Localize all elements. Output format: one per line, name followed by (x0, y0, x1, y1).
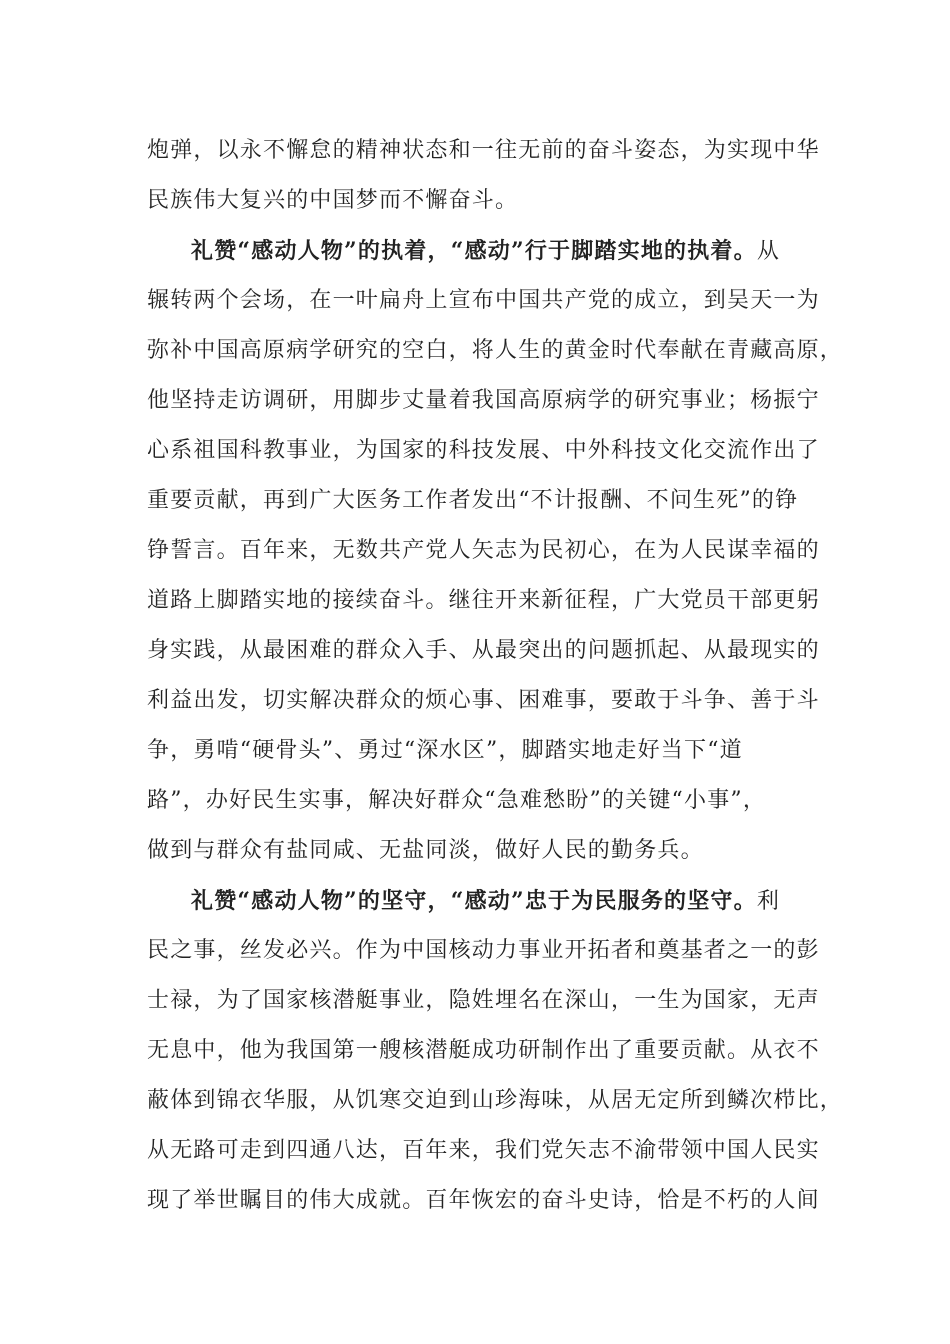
line-text: 民族伟大复兴的中国梦而不懈奋斗。 (147, 188, 519, 213)
line-text: 士禄，为了国家核潜艇事业，隐姓埋名在深山，一生为国家，无声 (147, 988, 820, 1013)
paragraph-lead-line (191, 886, 851, 916)
text-line (147, 286, 820, 316)
line-text: 他坚持走访调研，用脚步丈量着我国高原病学的研究事业；杨振宁 (147, 388, 820, 413)
text-line (147, 636, 820, 666)
line-text: 争，勇啃“硬骨头”、勇过“深水区”，脚踏实地走好当下“道 (147, 738, 743, 763)
paragraph-lead-line (191, 236, 851, 266)
text-line (147, 1086, 844, 1116)
text-line (147, 786, 807, 816)
line-text: 辗转两个会场，在一叶扁舟上宣布中国共产党的成立，到吴天一为 (147, 288, 820, 313)
text-line (147, 586, 820, 616)
text-line (147, 686, 820, 716)
line-text: 路”，办好民生实事，解决好群众“急难愁盼”的关键“小事”， (147, 788, 767, 813)
line-text: 无息中，他为我国第一艘核潜艇成功研制作出了重要贡献。从衣不 (147, 1038, 820, 1063)
line-text: 重要贡献，再到广大医务工作者发出“不计报酬、不问生死”的铮 (147, 488, 799, 513)
line-text: 民之事，丝发必兴。作为中国核动力事业开拓者和奠基者之一的彭 (147, 938, 820, 963)
text-line (147, 386, 820, 416)
line-text: 从 (756, 239, 781, 264)
line-text: 从无路可走到四通八达，百年来，我们党矢志不渝带领中国人民实 (147, 1138, 820, 1163)
text-line (147, 836, 807, 866)
line-text: 现了举世瞩目的伟大成就。百年恢宏的奋斗史诗，恰是不朽的人间 (147, 1188, 820, 1213)
text-line (147, 936, 820, 966)
text-line (147, 986, 820, 1016)
text-line (147, 186, 807, 216)
line-text: 利益出发，切实解决群众的烦心事、困难事，要敢于斗争、善于斗 (147, 688, 820, 713)
text-line (147, 136, 820, 166)
paragraph-heading: 礼赞“感动人物”的坚守，“感动”忠于为民服务的坚守。 (191, 888, 757, 914)
text-line (147, 336, 844, 366)
line-text: 做到与群众有盐同咸、无盐同淡，做好人民的勤务兵。 (147, 838, 704, 863)
text-line (147, 436, 820, 466)
text-line (147, 486, 807, 516)
line-text: 弥补中国高原病学研究的空白，将人生的黄金时代奉献在青藏高原， (147, 338, 844, 363)
paragraph-heading: 礼赞“感动人物”的执着，“感动”行于脚踏实地的执着。 (191, 238, 757, 264)
text-line (147, 1186, 820, 1216)
text-line (147, 1036, 820, 1066)
line-text: 道路上脚踏实地的接续奋斗。继往开来新征程，广大党员干部更躬 (147, 588, 820, 613)
line-text: 利 (756, 889, 781, 914)
line-text: 蔽体到锦衣华服，从饥寒交迫到山珍海味，从居无定所到鳞次栉比， (147, 1088, 844, 1113)
text-line (147, 736, 807, 766)
line-text: 炮弹，以永不懈怠的精神状态和一往无前的奋斗姿态，为实现中华 (147, 138, 820, 163)
line-text: 铮誓言。百年来，无数共产党人矢志为民初心，在为人民谋幸福的 (147, 538, 820, 563)
line-text: 身实践，从最困难的群众入手、从最突出的问题抓起、从最现实的 (147, 638, 820, 663)
text-line (147, 1136, 820, 1166)
text-line (147, 536, 820, 566)
line-text: 心系祖国科教事业，为国家的科技发展、中外科技文化交流作出了 (147, 438, 820, 463)
